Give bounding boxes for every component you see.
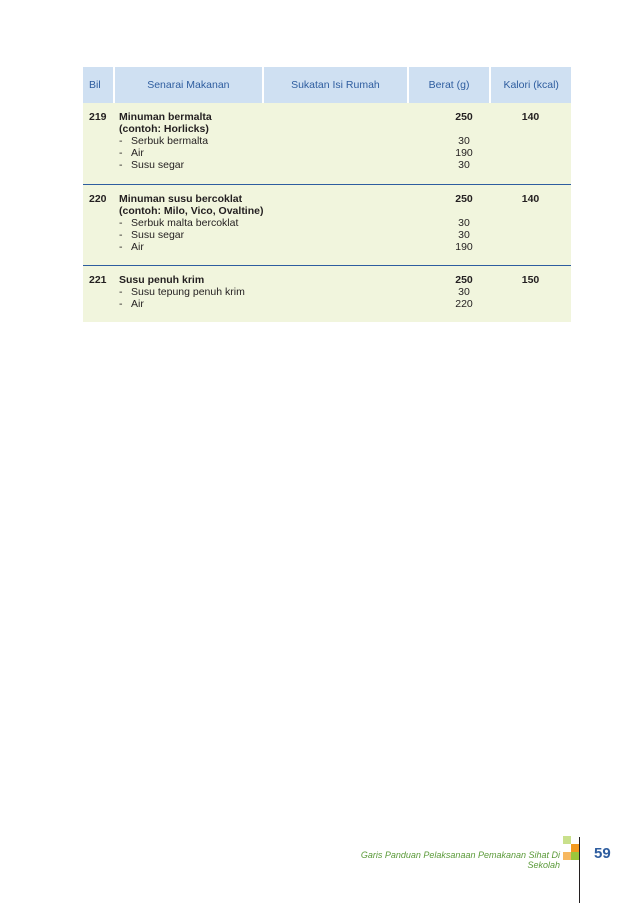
ingredient-weight: 30 [458, 229, 470, 241]
row-calories: 150 [521, 274, 540, 286]
ingredient: - Serbuk malta bercoklat [119, 217, 239, 229]
row-weight [408, 103, 490, 184]
row-bil: 221 [89, 274, 107, 286]
ingredient-weight: 30 [458, 286, 470, 298]
row-food [113, 103, 288, 184]
row-food [113, 266, 288, 322]
row-weight [408, 185, 490, 265]
food-name: Susu penuh krim [119, 274, 205, 286]
row-calories: 140 [521, 193, 540, 205]
table-row [83, 103, 571, 185]
row-bil: 219 [89, 111, 107, 123]
ingredient-weight: 190 [455, 241, 473, 253]
footer-title: Garis Panduan Pelaksanaan Pemakanan Sihat Di Sekolah [360, 850, 560, 870]
ingredient-weight: 220 [455, 298, 473, 310]
row-household-measure [288, 266, 408, 322]
total-weight: 250 [455, 111, 473, 123]
row-calories: 140 [521, 111, 540, 123]
ingredient-weight: 30 [458, 135, 470, 147]
total-weight: 250 [455, 274, 473, 286]
ingredient-weight: 30 [458, 217, 470, 229]
ingredient-weight: 190 [455, 147, 473, 159]
header-berat: Berat (g) [407, 67, 490, 103]
ingredient: - Air [119, 298, 144, 310]
page-number: 59 [594, 845, 611, 862]
footer-divider [579, 837, 580, 903]
header-bil: Bil [83, 67, 113, 103]
decorative-square [563, 852, 571, 860]
header-sukatan-isi-rumah: Sukatan Isi Rumah [262, 67, 407, 103]
row-bil: 220 [89, 193, 107, 205]
food-table [83, 67, 571, 322]
row-household-measure [288, 103, 408, 184]
header-senarai-makanan: Senarai Makanan [113, 67, 263, 103]
header-kalori: Kalori (kcal) [489, 67, 571, 103]
row-weight [408, 266, 490, 322]
ingredient: - Susu segar [119, 229, 185, 241]
decorative-square [571, 844, 579, 852]
table-row [83, 185, 571, 266]
decorative-square [571, 852, 579, 860]
ingredient-weight: 30 [458, 159, 470, 171]
food-name: Minuman bermalta [119, 111, 212, 123]
table-row [83, 266, 571, 322]
row-food [113, 185, 288, 265]
row-household-measure [288, 185, 408, 265]
ingredient: - Susu segar [119, 159, 185, 171]
ingredient: - Susu tepung penuh krim [119, 286, 245, 298]
total-weight: 250 [455, 193, 473, 205]
food-example: (contoh: Horlicks) [119, 123, 209, 135]
ingredient: - Air [119, 241, 144, 253]
food-example: (contoh: Milo, Vico, Ovaltine) [119, 205, 264, 217]
food-name: Minuman susu bercoklat [119, 193, 243, 205]
ingredient: - Air [119, 147, 144, 159]
decorative-square [563, 836, 571, 844]
ingredient: - Serbuk bermalta [119, 135, 209, 147]
table-header [83, 67, 571, 103]
